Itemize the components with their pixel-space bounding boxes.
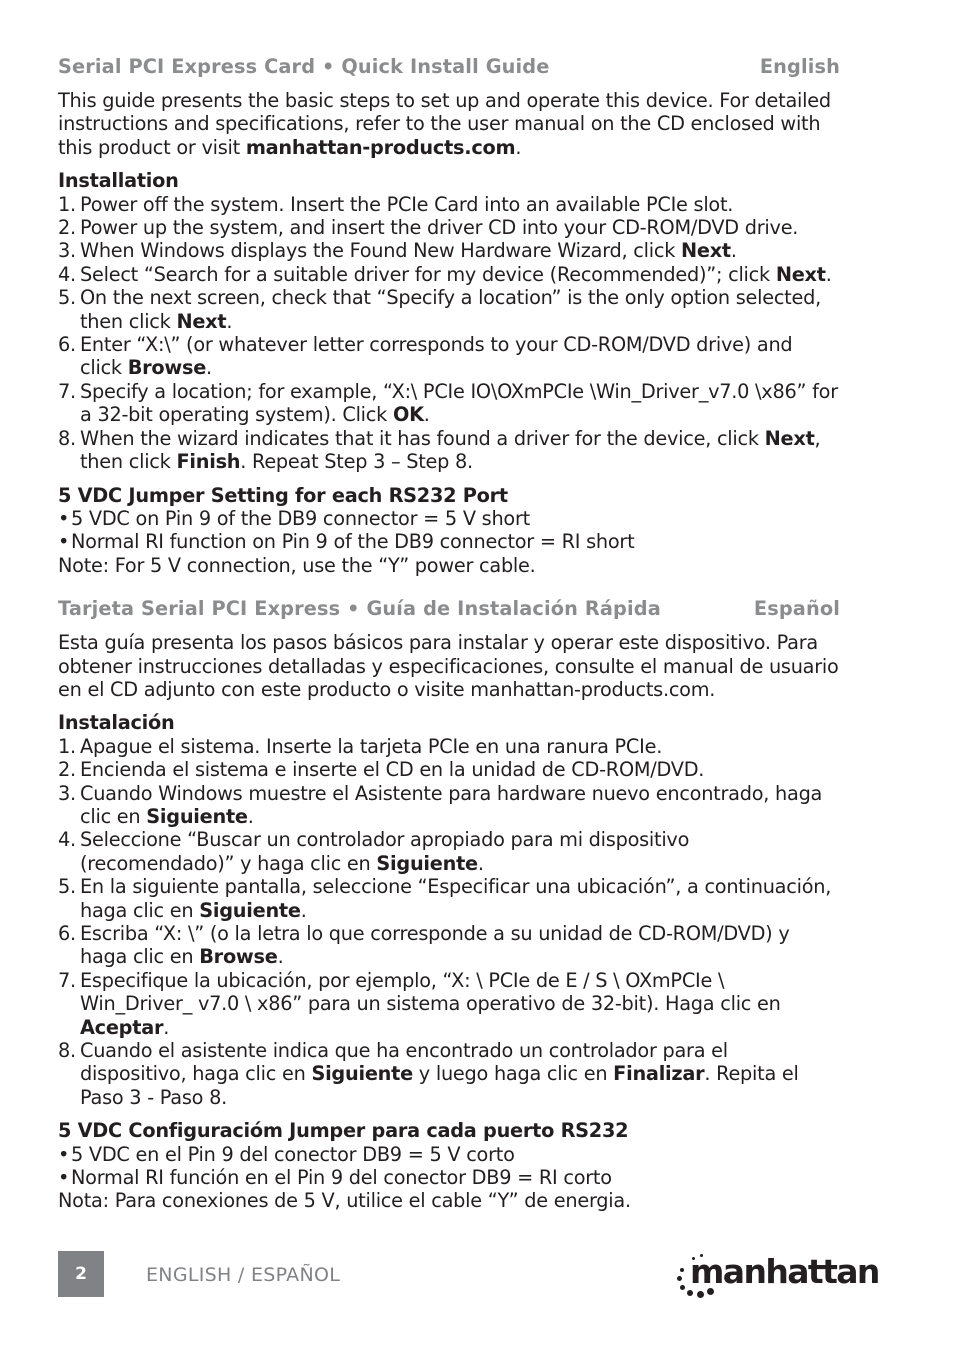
- spanish-step-3: [58, 782, 840, 829]
- step-text-part: .: [300, 898, 307, 922]
- english-step-8: [58, 427, 840, 474]
- step-emphasis: Browse: [199, 945, 278, 969]
- step-text-part: When Windows displays the Found New Hardware Wizard, click: [80, 239, 681, 263]
- bullet-text: Normal RI function on Pin 9 of the DB9 connector = RI short: [71, 530, 635, 554]
- step-emphasis: Next: [681, 239, 731, 263]
- spanish-bullet-item: [58, 1166, 840, 1189]
- english-step-1: [58, 193, 840, 216]
- step-emphasis: Next: [775, 262, 826, 286]
- step-text: [80, 333, 840, 380]
- step-text-part: Enter “X:\” (or whatever letter corresponds to your CD-ROM/DVD drive) and click: [80, 333, 793, 380]
- step-text-part: Escriba “X: \” (o la letra lo que corresponde a su unidad de CD-ROM/DVD) y haga clic en: [80, 922, 790, 969]
- step-text-part: .: [825, 262, 832, 286]
- step-emphasis: Next: [764, 426, 815, 450]
- english-step-6: [58, 333, 840, 380]
- step-emphasis: Finish: [176, 450, 241, 474]
- step-number: 3.: [58, 239, 76, 263]
- spanish-section-header: [58, 597, 840, 621]
- spanish-note: Nota: Para conexiones de 5 V, utilice el cable “Y” de energia.: [58, 1189, 631, 1213]
- english-step-5: [58, 286, 840, 333]
- footer-languages: ENGLISH / ESPAÑOL: [146, 1264, 341, 1286]
- step-number: 7.: [58, 968, 76, 992]
- step-text-part: Power off the system. Insert the PCIe Card into an available PCIe slot.: [80, 192, 734, 216]
- step-number: 8.: [58, 426, 76, 450]
- step-text-part: Select “Search for a suitable driver for my device (Recommended)”; click: [80, 262, 776, 286]
- step-text-part: .: [423, 403, 430, 427]
- step-text: [80, 193, 840, 216]
- step-text-part: Apague el sistema. Inserte la tarjeta PCIe en una ranura PCIe.: [80, 734, 663, 758]
- step-text: [80, 828, 840, 875]
- step-text-part: Specify a location; for example, “X:\ PCIe IO\OXmPCIe \Win_Driver_v7.0 \x86” for a 32-bit operating system). Click: [80, 379, 838, 427]
- step-text: [80, 969, 840, 1039]
- step-text-part: .: [247, 804, 254, 828]
- step-text-part: When the wizard indicates that it has found a driver for the device, click: [80, 426, 765, 450]
- manhattan-logo: [676, 1252, 879, 1300]
- step-text-part: Cuando el asistente indica que ha encontrado un controlador para el dispositivo, haga clic en: [80, 1039, 728, 1086]
- step-number: 6.: [58, 333, 76, 357]
- spanish-step-2: [58, 758, 840, 781]
- spanish-step-8: [58, 1039, 840, 1109]
- step-text-part: y luego haga clic en: [412, 1062, 614, 1086]
- english-step-2: [58, 216, 840, 239]
- spanish-installation-heading: Instalación: [58, 711, 175, 735]
- step-emphasis: Siguiente: [146, 804, 248, 828]
- step-text-part: Cuando Windows muestre el Asistente para hardware nuevo encontrado, haga clic en: [80, 781, 823, 828]
- step-text: [80, 735, 840, 758]
- page-content: [58, 55, 840, 1223]
- english-bullet-item: [58, 507, 840, 530]
- step-text-part: . Repita el Paso 3 - Paso 8.: [80, 1062, 799, 1109]
- step-emphasis: Siguiente: [311, 1062, 413, 1086]
- spanish-step-5: [58, 875, 840, 922]
- spanish-header-title: Tarjeta Serial PCI Express • Guía de Instalación Rápida: [58, 597, 661, 621]
- step-text-part: On the next screen, check that “Specify a location” is the only option selected, then click: [80, 286, 821, 333]
- step-number: 2.: [58, 758, 76, 782]
- step-text-part: .: [477, 851, 484, 875]
- spanish-jumper-heading: 5 VDC Configuracióm Jumper para cada puerto RS232: [58, 1119, 629, 1143]
- step-number: 1.: [58, 192, 76, 216]
- step-number: 8.: [58, 1039, 76, 1063]
- bullet-marker: •: [58, 530, 70, 554]
- step-text-part: .: [163, 1015, 170, 1039]
- step-number: 6.: [58, 922, 76, 945]
- step-emphasis: OK: [392, 403, 424, 427]
- english-jumper-list: [58, 507, 840, 554]
- english-step-4: [58, 263, 840, 286]
- step-number: 4.: [58, 262, 76, 286]
- step-text: [80, 239, 840, 262]
- step-text: [80, 427, 840, 474]
- step-number: 7.: [58, 379, 76, 403]
- step-text-part: .: [730, 239, 737, 263]
- step-emphasis: Siguiente: [376, 851, 478, 875]
- step-text: [80, 782, 840, 829]
- step-emphasis: Aceptar: [80, 1015, 164, 1039]
- step-number: 4.: [58, 828, 76, 852]
- step-emphasis: Next: [176, 309, 227, 333]
- english-installation-heading: Installation: [58, 169, 179, 193]
- bullet-marker: •: [58, 506, 70, 530]
- english-note: Note: For 5 V connection, use the “Y” power cable.: [58, 553, 536, 577]
- step-text: [80, 1039, 840, 1109]
- spanish-step-7: [58, 969, 840, 1039]
- step-number: 3.: [58, 781, 76, 805]
- spanish-header-language: Español: [753, 597, 840, 621]
- english-header-language: English: [759, 55, 840, 78]
- step-number: 2.: [58, 216, 76, 240]
- step-emphasis: Finalizar: [613, 1062, 705, 1086]
- step-text-part: Seleccione “Buscar un controlador apropiado para mi dispositivo (recomendado)” y haga clic en: [80, 828, 690, 875]
- step-text-part: Especifique la ubicación, por ejemplo, “X: \ PCIe de E / S \ OXmPCIe \ Win_Driver_ v7.0 \ x86” para un sistema operativo de 32-bit). Haga clic en: [80, 968, 781, 1016]
- spanish-step-6: [58, 922, 840, 969]
- english-step-7: [58, 380, 840, 427]
- step-text-part: .: [277, 945, 284, 969]
- english-intro-end: .: [515, 135, 522, 159]
- step-text: [80, 922, 840, 969]
- english-bullet-item: [58, 530, 840, 553]
- step-emphasis: Browse: [127, 356, 207, 380]
- step-text: [80, 758, 840, 781]
- bullet-marker: •: [58, 1166, 70, 1190]
- english-installation-steps: [58, 193, 840, 474]
- english-intro: [58, 89, 840, 159]
- step-text: [80, 286, 840, 333]
- english-step-3: [58, 239, 840, 262]
- step-text-part: .: [226, 309, 233, 333]
- step-text-part: Encienda el sistema e inserte el CD en la unidad de CD-ROM/DVD.: [80, 758, 705, 782]
- step-number: 5.: [58, 875, 76, 899]
- bullet-text: 5 VDC on Pin 9 of the DB9 connector = 5 V short: [71, 506, 530, 530]
- english-jumper-heading: 5 VDC Jumper Setting for each RS232 Port: [58, 483, 508, 507]
- spanish-jumper-list: [58, 1143, 840, 1190]
- brand-wordmark: manhattan: [690, 1252, 879, 1291]
- english-header-title: Serial PCI Express Card • Quick Install Guide: [58, 55, 550, 78]
- bullet-text: 5 VDC en el Pin 9 del conector DB9 = 5 V corto: [71, 1142, 515, 1166]
- spanish-intro: Esta guía presenta los pasos básicos para instalar y operar este dispositivo. Para obtener instrucciones detalladas y especificaciones, consulte el manual de usuario en el CD adjunto con este producto o visite manhattan-products.com.: [58, 631, 839, 701]
- spanish-installation-steps: [58, 735, 840, 1110]
- bullet-text: Normal RI función en el Pin 9 del conector DB9 = RI corto: [71, 1166, 612, 1190]
- page-number: 2: [58, 1251, 104, 1297]
- step-text-part: . Repeat Step 3 – Step 8.: [240, 450, 473, 474]
- website-link: manhattan-products.com: [245, 135, 516, 159]
- step-text-part: En la siguiente pantalla, seleccione “Especificar una ubicación”, a continuación, haga clic en: [80, 875, 832, 922]
- bullet-marker: •: [58, 1142, 70, 1166]
- spanish-bullet-item: [58, 1143, 840, 1166]
- step-number: 5.: [58, 286, 76, 310]
- step-text-part: Power up the system, and insert the driver CD into your CD-ROM/DVD drive.: [80, 216, 799, 240]
- step-text: [80, 380, 840, 427]
- step-text: [80, 263, 840, 286]
- english-intro-text: This guide presents the basic steps to set up and operate this device. For detailed instructions and specifications, refer to the user manual on the CD enclosed with this product or visit: [58, 89, 831, 159]
- english-section-header: [58, 55, 840, 79]
- step-text-part: .: [206, 356, 212, 380]
- step-emphasis: Siguiente: [199, 898, 301, 922]
- spanish-step-4: [58, 828, 840, 875]
- spanish-step-1: [58, 735, 840, 758]
- step-number: 1.: [58, 734, 76, 758]
- step-text: [80, 216, 840, 239]
- step-text: [80, 875, 840, 922]
- step-text-part: , then click: [80, 426, 821, 474]
